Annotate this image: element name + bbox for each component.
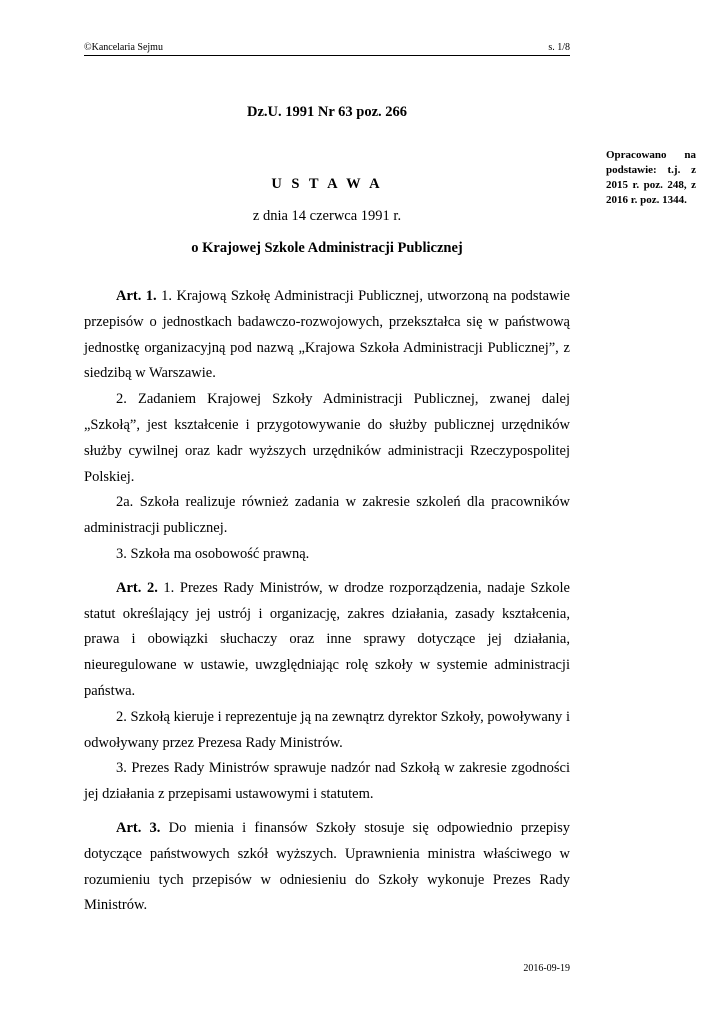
article-2-paragraph-2: 2. Szkołą kieruje i reprezentuje ją na zewnątrz dyrektor Szkoły, powoływany i odwoływany przez Prezesa Rady Ministrów. bbox=[84, 708, 570, 751]
document-title: o Krajowej Szkole Administracji Publicznej bbox=[191, 240, 463, 256]
article-1-paragraph-2a: 2a. Szkoła realizuje również zadania w zakresie szkoleń dla pracowników administracji publicznej. bbox=[84, 494, 570, 537]
document-body bbox=[84, 284, 570, 919]
document-date: z dnia 14 czerwca 1991 r. bbox=[252, 208, 402, 224]
article-2-label: Art. 2. bbox=[116, 579, 158, 596]
publisher-label: ©Kancelaria Sejmu bbox=[84, 42, 163, 53]
article-2-paragraph-3: 3. Prezes Rady Ministrów sprawuje nadzór nad Szkołą w zakresie zgodności jej działania z przepisami ustawowymi i statutem. bbox=[84, 760, 570, 803]
article-2-paragraph-1: Art. 2. 1. Prezes Rady Ministrów, w drodze rozporządzenia, nadaje Szkole statut określający jej ustrój i organizację, zakres działania, zasady kształcenia, prawa i obowiązki słuchaczy oraz inne sprawy dotyczące jej działania, nieuregulowane w ustawie, uwzględniając rolę szkoły w systemie administracji państwa. bbox=[84, 579, 570, 699]
doc-reference: Dz.U. 1991 Nr 63 poz. 266 bbox=[246, 104, 408, 120]
document-heading: U S T A W A bbox=[271, 176, 383, 192]
article-3-label: Art. 3. bbox=[116, 819, 161, 836]
article-1-label: Art. 1. bbox=[116, 288, 157, 304]
page-header bbox=[84, 40, 570, 56]
article-1-paragraph-1: Art. 1. 1. Krajową Szkołę Administracji Publicznej, utworzoną na podstawie przepisów o jednostkach badawczo-rozwojowych, przekształca się w państwową jednostkę organizacyjną pod nazwą „Krajowa Szkoła Administracji Publicznej”, z siedzibą w Warszawie. bbox=[84, 288, 570, 382]
article-1-paragraph-2: 2. Zadaniem Krajowej Szkoły Administracji Publicznej, zwanej dalej „Szkołą”, jest kształcenie i przygotowywanie do służby publicznej urzędników służby cywilnej oraz kadr wyższych urzędników administracji Rzeczypospolitej Polskiej. bbox=[84, 391, 570, 485]
page-number: s. 1/8 bbox=[548, 42, 570, 53]
side-note: Opracowano na podstawie: t.j. z 2015 r. poz. 248, z 2016 r. poz. 1344. bbox=[606, 149, 696, 206]
article-3-paragraph-1: Art. 3. Do mienia i finansów Szkoły stosuje się odpowiednio przepisy dotyczące państwowych szkół wyższych. Uprawnienia ministra właściwego w rozumieniu tych przepisów w odniesieniu do Szkoły wykonuje Prezes Rady Ministrów. bbox=[84, 819, 570, 914]
footer-date: 2016-09-19 bbox=[523, 963, 570, 974]
article-1-paragraph-3: 3. Szkoła ma osobowość prawną. bbox=[116, 545, 310, 562]
